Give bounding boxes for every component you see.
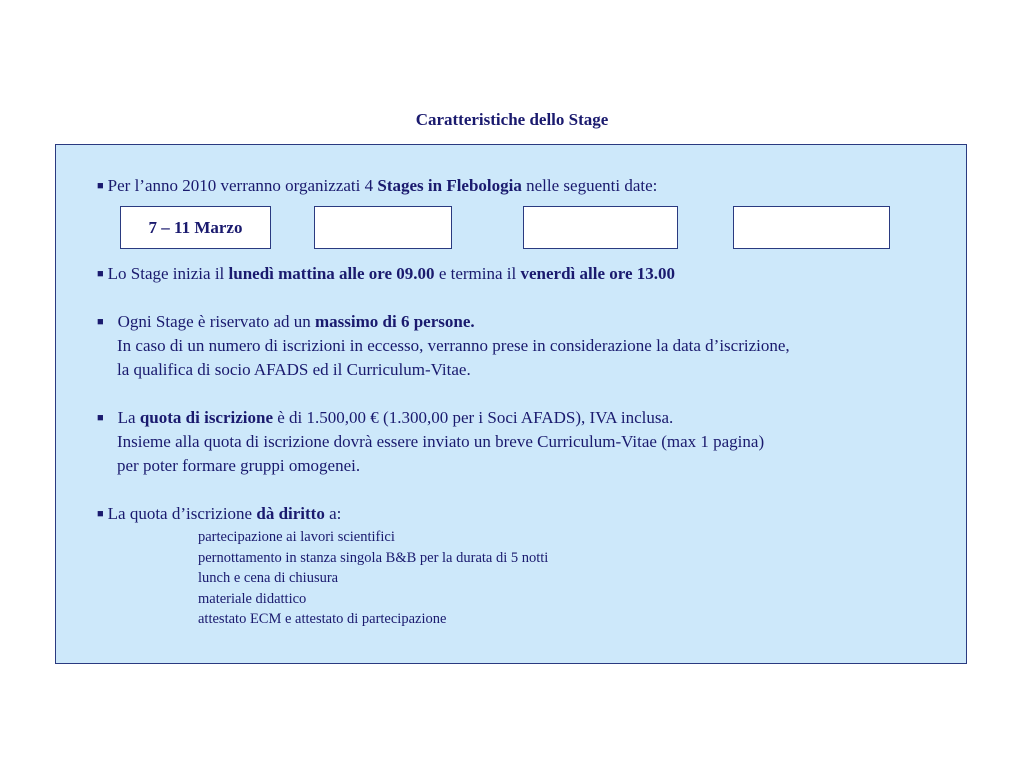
info-panel (55, 144, 967, 664)
capacity-line-3: la qualifica di socio AFADS ed il Curriculum-Vitae. (117, 360, 471, 379)
bullet-icon: ■ (97, 508, 104, 520)
intro-line: ■ Per l’anno 2010 verranno organizzati 4 Stages in Flebologia nelle seguenti date: (97, 176, 658, 195)
includes-line: ■ La quota d’iscrizione dà diritto a: (97, 504, 342, 523)
includes-item: materiale didattico (198, 591, 307, 607)
fee-line-3: per poter formare gruppi omogenei. (117, 456, 361, 475)
capacity-line-2: In caso di un numero di iscrizioni in eccesso, verranno prese in considerazione la data d’iscrizione, (117, 336, 790, 355)
capacity-line: ■ Ogni Stage è riservato ad un massimo di 6 persone. (97, 312, 475, 331)
includes-item: pernottamento in stanza singola B&B per la durata di 5 notti (198, 550, 549, 566)
bullet-icon: ■ (97, 180, 104, 192)
page-title: Caratteristiche dello Stage (415, 110, 609, 129)
fee-line: ■ La quota di iscrizione è di 1.500,00 € (1.300,00 per i Soci AFADS), IVA inclusa. (97, 408, 674, 427)
fee-line-2: Insieme alla quota di iscrizione dovrà essere inviato un breve Curriculum-Vitae (max 1 pagina) (117, 432, 765, 451)
schedule-line: ■ Lo Stage inizia il lunedì mattina alle ore 09.00 e termina il venerdì alle ore 13.00 (97, 264, 676, 283)
date-box-3 (523, 206, 678, 249)
date-box-4 (733, 206, 890, 249)
date-box-1: 7 – 11 Marzo (120, 206, 271, 249)
includes-item: attestato ECM e attestato di partecipazione (198, 611, 447, 627)
bullet-icon: ■ (97, 412, 104, 424)
bullet-icon: ■ (97, 268, 104, 280)
includes-item: lunch e cena di chiusura (198, 570, 339, 586)
date-box-2 (314, 206, 452, 249)
includes-item: partecipazione ai lavori scientifici (198, 529, 395, 545)
bullet-icon: ■ (97, 316, 104, 328)
